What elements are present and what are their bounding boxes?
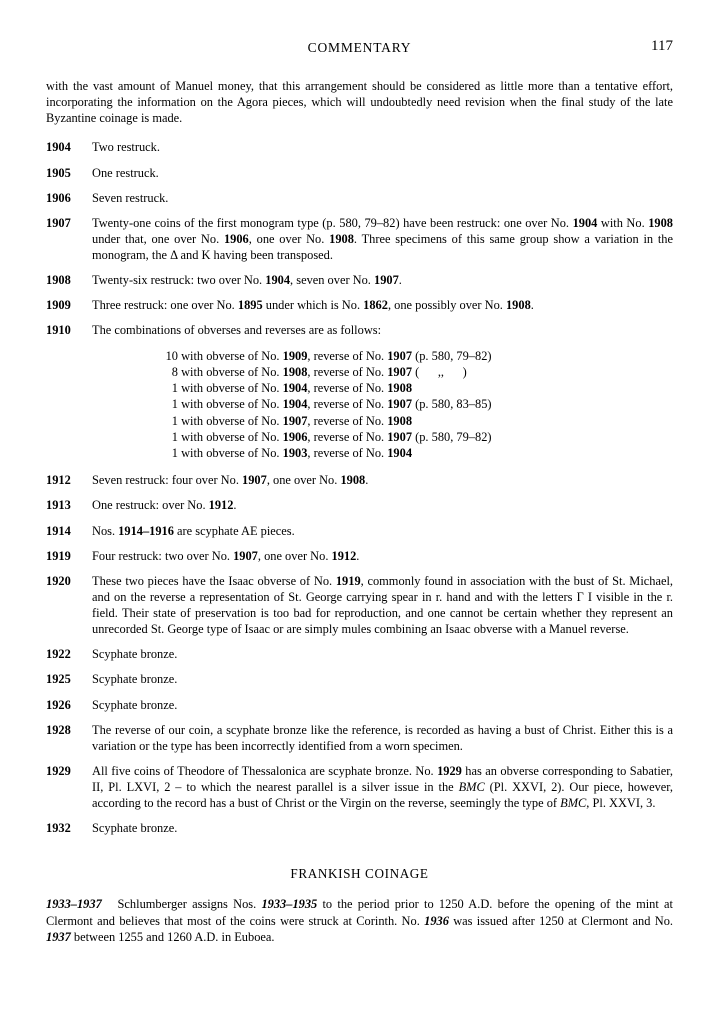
entry-number: 1908 (46, 273, 71, 288)
section-paragraph-lead: 1933–1937 (46, 897, 102, 912)
combination-row: 1 with obverse of No. 1904, reverse of No. 1907 (p. 580, 83–85) (164, 396, 673, 412)
entry-number: 1922 (46, 647, 71, 662)
entry-text: Four restruck: two over No. 1907, one over No. 1912. (92, 548, 360, 563)
page-number: 117 (651, 38, 673, 54)
catalog-entry (46, 573, 673, 638)
entry-number: 1913 (46, 498, 71, 513)
catalog-entry (46, 472, 673, 488)
entry-number: 1914 (46, 523, 71, 538)
section-paragraph: 1933–1937 Schlumberger assigns Nos. 1933–1935 to the period prior to 1250 A.D. before the opening of the mint at Clermont and believes that most of the coins were struck at Corinth. No. 1936 was issued after 1250 at Clermont and No. 1937 between 1255 and 1260 A.D. in Euboea. (46, 897, 674, 944)
entry-text: Scyphate bronze. (92, 697, 178, 712)
entry-text: Two restruck. (92, 140, 160, 155)
entry-number: 1909 (46, 298, 71, 313)
combination-count: 1 (171, 381, 178, 395)
entry-text: Seven restruck: four over No. 1907, one over No. 1908. (92, 473, 369, 488)
catalog-entry (46, 722, 673, 754)
combination-list (46, 348, 673, 462)
catalog-entry (46, 671, 673, 687)
entry-number: 1904 (46, 140, 71, 155)
catalog-entry (46, 190, 673, 206)
combination-row: 1 with obverse of No. 1903, reverse of No. 1904 (164, 445, 673, 461)
entry-number: 1926 (46, 697, 71, 712)
entry-text: Scyphate bronze. (92, 647, 178, 662)
entry-text: Nos. 1914–1916 are scyphate AE pieces. (92, 523, 295, 538)
entry-text: Scyphate bronze. (92, 821, 178, 836)
combination-count: 1 (171, 429, 178, 444)
entry-text: Twenty-one coins of the first monogram type (p. 580, 79–82) have been restruck: one over No. 1904 with No. 1908 under that, one over No. 1906, one over No. 1908. Three specimens of this same group show a variation in the monogram, the Δ and Κ having been transposed. (92, 215, 673, 262)
catalog-entry (46, 165, 673, 181)
entry-number: 1928 (46, 722, 71, 737)
combination-row: 1 with obverse of No. 1907, reverse of No. 1908 (164, 413, 673, 429)
entry-number: 1919 (46, 548, 71, 563)
combination-row: 1 with obverse of No. 1904, reverse of No. 1908 (164, 380, 673, 396)
entry-number: 1932 (46, 821, 71, 836)
combination-count: 8 (171, 364, 178, 379)
catalog-entry (46, 548, 673, 564)
entry-number: 1920 (46, 573, 71, 588)
intro-paragraph: with the vast amount of Manuel money, that this arrangement should be considered as little more than a tentative effort, incorporating the information on the Agora pieces, which will undoubtedly need revision when the final study of the late Byzantine coinage is made. (46, 79, 673, 126)
combination-row: 10 with obverse of No. 1909, reverse of No. 1907 (p. 580, 79–82) (165, 348, 492, 363)
combination-row: 1 with obverse of No. 1906, reverse of No. 1907 (p. 580, 79–82) (164, 429, 673, 445)
combination-count: 10 (165, 348, 178, 363)
entry-number: 1905 (46, 165, 71, 180)
entry-number: 1907 (46, 215, 71, 230)
entry-text: Three restruck: one over No. 1895 under which is No. 1862, one possibly over No. 1908. (92, 298, 534, 313)
entry-text: These two pieces have the Isaac obverse of No. 1919, commonly found in association with the bust of St. Michael, and on the reverse a representation of St. George carrying spear in r. hand and with the letters Γ I visible in the r. field. Their state of preservation is too bad for reproduction, and one cannot be certain whether they represent an unrecorded St. George type of Isaac or are simply mules combining an Isaac obverse with a Manuel reverse. (92, 573, 673, 637)
entry-text: One restruck. (92, 165, 159, 180)
entry-text: One restruck: over No. 1912. (92, 498, 237, 513)
catalog-entry (46, 272, 673, 288)
entry-number: 1925 (46, 672, 71, 687)
combination-row: 8 with obverse of No. 1908, reverse of No. 1907 ( ,, ) (164, 364, 673, 380)
entry-text: Twenty-six restruck: two over No. 1904, seven over No. 1907. (92, 273, 402, 288)
running-head: COMMENTARY (307, 40, 412, 55)
catalog-entry (46, 820, 673, 836)
entry-text: The reverse of our coin, a scyphate bronze like the reference, is recorded as having a bust of Christ. Either this is a variation or the type has been incorrectly identified from a worn specimen. (92, 722, 673, 753)
catalog-entry (46, 215, 673, 263)
section-heading: FRANKISH COINAGE (290, 866, 429, 882)
entry-text: All five coins of Theodore of Thessalonica are scyphate bronze. No. 1929 has an obverse corresponding to Sabatier, II, Pl. LXVI, 2 – to which the nearest parallel is a silver issue in the BMC (Pl. XXVI, 2). Our piece, however, according to the record has a bust of Christ or the Virgin on the reverse, seemingly the type of BMC, Pl. XXVI, 3. (92, 763, 673, 811)
entry-text: The combinations of obverses and reverses are as follows: (92, 323, 382, 338)
entry-number: 1910 (46, 323, 71, 338)
catalog-entry (46, 763, 673, 811)
entry-number: 1912 (46, 473, 71, 488)
combination-count: 1 (171, 413, 178, 428)
entry-text: Seven restruck. (92, 190, 169, 205)
catalog-entry (46, 646, 673, 662)
combination-count: 1 (171, 446, 178, 460)
catalog-entry (46, 322, 673, 338)
entry-text: Scyphate bronze. (92, 672, 178, 687)
catalog-entry (46, 497, 673, 513)
catalog-entry (46, 297, 673, 313)
combination-count: 1 (171, 397, 178, 412)
entry-number: 1906 (46, 190, 71, 205)
entry-number: 1929 (46, 763, 71, 778)
catalog-entry (46, 697, 673, 713)
page-header (46, 40, 673, 68)
catalog-entry (46, 523, 673, 539)
catalog-entry (46, 139, 673, 155)
